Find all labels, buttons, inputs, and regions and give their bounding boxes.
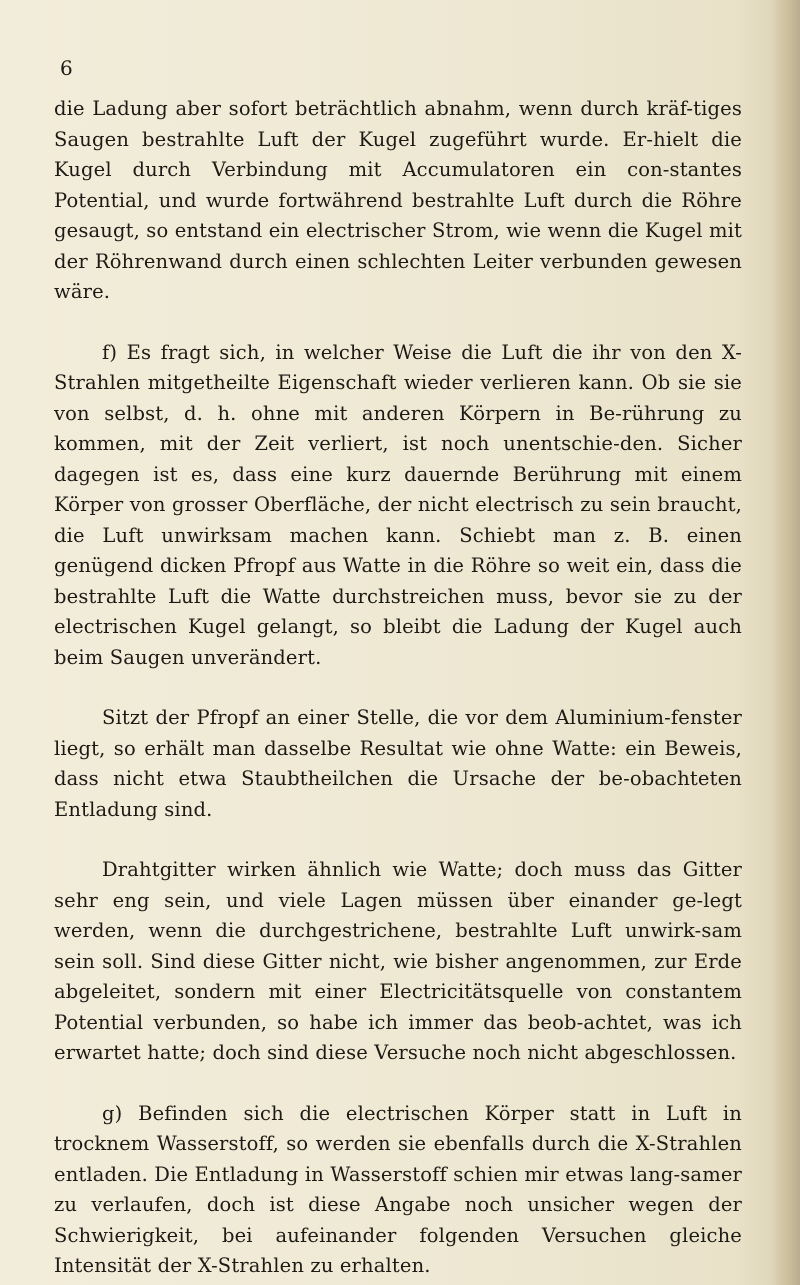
paragraph-section-f: f) Es fragt sich, in welcher Weise die Luft die ihr von den X-Strahlen mitgetheilte Eigenschaft wieder verlieren kann. Ob sie sie von selbst, d. h. ohne mit anderen Körpern in Be-rührung zu kommen, mit der Zeit verliert, ist noch unentschie-den. Sicher dagegen ist es, dass eine kurz dauernde Berührung mit einem Körper von grosser Oberfläche, der nicht electrisch zu sein braucht, die Luft unwirksam machen kann. Schiebt man z. B. einen genügend dicken Pfropf aus Watte in die Röhre so weit ein, dass die bestrahlte Luft die Watte durchstreichen muss, bevor sie zu der electrischen Kugel gelangt, so bleibt die Ladung der Kugel auch beim Saugen unverändert. xyxy=(54,340,742,669)
paragraph-section-g: g) Befinden sich die electrischen Körper statt in Luft in trocknem Wasserstoff, so werden sie ebenfalls durch die X-Strahlen entladen. Die Entladung in Wasserstoff schien mir etwas lang-samer zu verlaufen, doch ist diese Angabe noch unsicher wegen der Schwierigkeit, bei aufeinander folgenden Versuchen gleiche Intensität der X-Strahlen zu erhalten. xyxy=(54,1101,742,1277)
paragraph-continuation: die Ladung aber sofort beträchtlich abnahm, wenn durch kräf-tiges Saugen bestrahlte Luft der Kugel zugeführt wurde. Er-hielt die Kugel durch Verbindung mit Accumulatoren ein con-stantes Potential, und wurde fortwährend bestrahlte Luft durch die Röhre gesaugt, so entstand ein electrischer Strom, wie wenn die Kugel mit der Röhrenwand durch einen schlechten Leiter verbunden gewesen wäre. xyxy=(54,97,742,303)
body-text xyxy=(54,94,742,1282)
paragraph-drahtgitter: Drahtgitter wirken ähnlich wie Watte; doch muss das Gitter sehr eng sein, und viele Lagen müssen über einander ge-legt werden, wenn die durchgestrichene, bestrahlte Luft unwirk-sam sein soll. Sind diese Gitter nicht, wie bisher angenommen, zur Erde abgeleitet, sondern mit einer Electricitätsquelle von constantem Potential verbunden, so habe ich immer das beob-achtet, was ich erwartet hatte; doch sind diese Versuche noch nicht abgeschlossen. xyxy=(54,858,742,1064)
paragraph-pfropf: Sitzt der Pfropf an einer Stelle, die vor dem Aluminium-fenster liegt, so erhält man dasselbe Resultat wie ohne Watte: ein Beweis, dass nicht etwa Staubtheilchen die Ursache der be-obachteten Entladung sind. xyxy=(54,706,742,821)
page-number: 6 xyxy=(60,56,73,80)
page-edge-shadow xyxy=(770,0,800,1285)
